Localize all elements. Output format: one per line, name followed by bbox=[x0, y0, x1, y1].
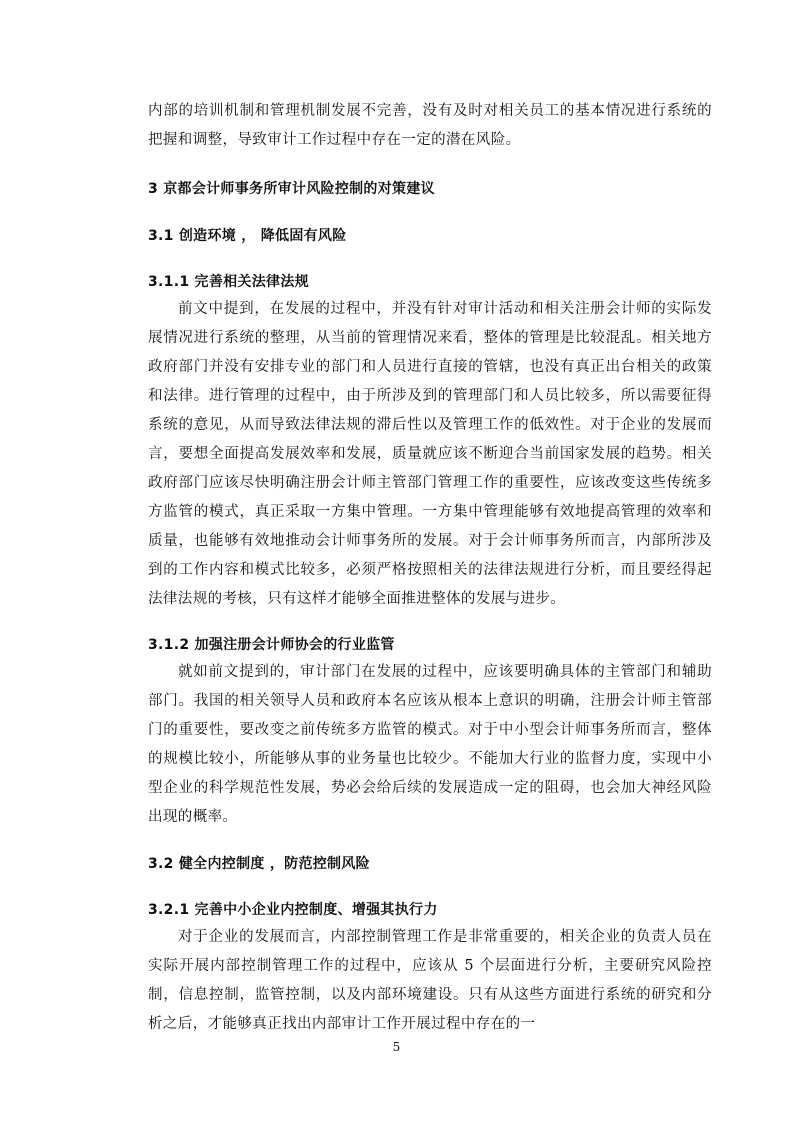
section-3-1-2-paragraph: 就如前文提到的，审计部门在发展的过程中，应该要明确具体的主管部门和辅助部门。我国的相关领导人员和政府本名应该从根本上意识的明确，注册会计师主管部门的重要性，要改变之前传统多方监管的模式。对于中小型会计师事务所而言，整体的规模比较小，所能够从事的业务量也比较少。不能加大行业的监督力度，实现中小型企业的科学规范性发展，势必会给后续的发展造成一定的阻碍，也会加大神经风险出现的概率。 bbox=[148, 664, 712, 825]
section-3-1-1-heading: 3.1.1 完善相关法律法规 bbox=[148, 274, 309, 290]
section-3-2-1-paragraph: 对于企业的发展而言，内部控制管理工作是非常重要的，相关企业的负责人员在实际开展内部控制管理工作的过程中，应该从 5 个层面进行分析，主要研究风险控制，信息控制，监管控制，以及内部环境建设。只有从这些方面进行系统的研究和分析之后，才能够真正找出内部审计工作开展过程中存在的一 bbox=[148, 929, 712, 1032]
section-3-heading: 3 京都会计师事务所审计风险控制的对策建议 bbox=[148, 181, 435, 197]
intro-paragraph: 内部的培训机制和管理机制发展不完善，没有及时对相关员工的基本情况进行系统的把握和调整，导致审计工作过程中存在一定的潜在风险。 bbox=[148, 103, 712, 148]
section-3-2-heading: 3.2 健全内控制度 ，防范控制风险 bbox=[148, 856, 370, 872]
section-3-2-1-heading: 3.2.1 完善中小企业内控制度、增强其执行力 bbox=[148, 902, 438, 918]
page-content bbox=[148, 97, 712, 1039]
section-3-1-heading: 3.1 创造环境 ， 降低固有风险 bbox=[148, 228, 347, 244]
section-3-1-1-paragraph: 前文中提到，在发展的过程中，并没有针对审计活动和相关注册会计师的实际发展情况进行系统的整理，从当前的管理情况来看，整体的管理是比较混乱。相关地方政府部门并没有安排专业的部门和人员进行直接的管辖，也没有真正出台相关的政策和法律。进行管理的过程中，由于所涉及到的管理部门和人员比较多，所以需要征得系统的意见，从而导致法律法规的滞后性以及管理工作的低效性。对于企业的发展而言，要想全面提高发展效率和发展，质量就应该不断迎合当前国家发展的趋势。相关政府部门应该尽快明确注册会计师主管部门管理工作的重要性，应该改变这些传统多方监管的模式，真正采取一方集中管理。一方集中管理能够有效地提高管理的效率和质量，也能够有效地推动会计师事务所的发展。对于会计师事务所而言，内部所涉及到的工作内容和模式比较多，必须严格按照相关的法律法规进行分析，而且要经得起法律法规的考核，只有这样才能够全面推进整体的发展与进步。 bbox=[148, 301, 712, 607]
section-3-1-2-heading: 3.1.2 加强注册会计师协会的行业监管 bbox=[148, 637, 395, 653]
page-number: 5 bbox=[392, 1040, 401, 1054]
